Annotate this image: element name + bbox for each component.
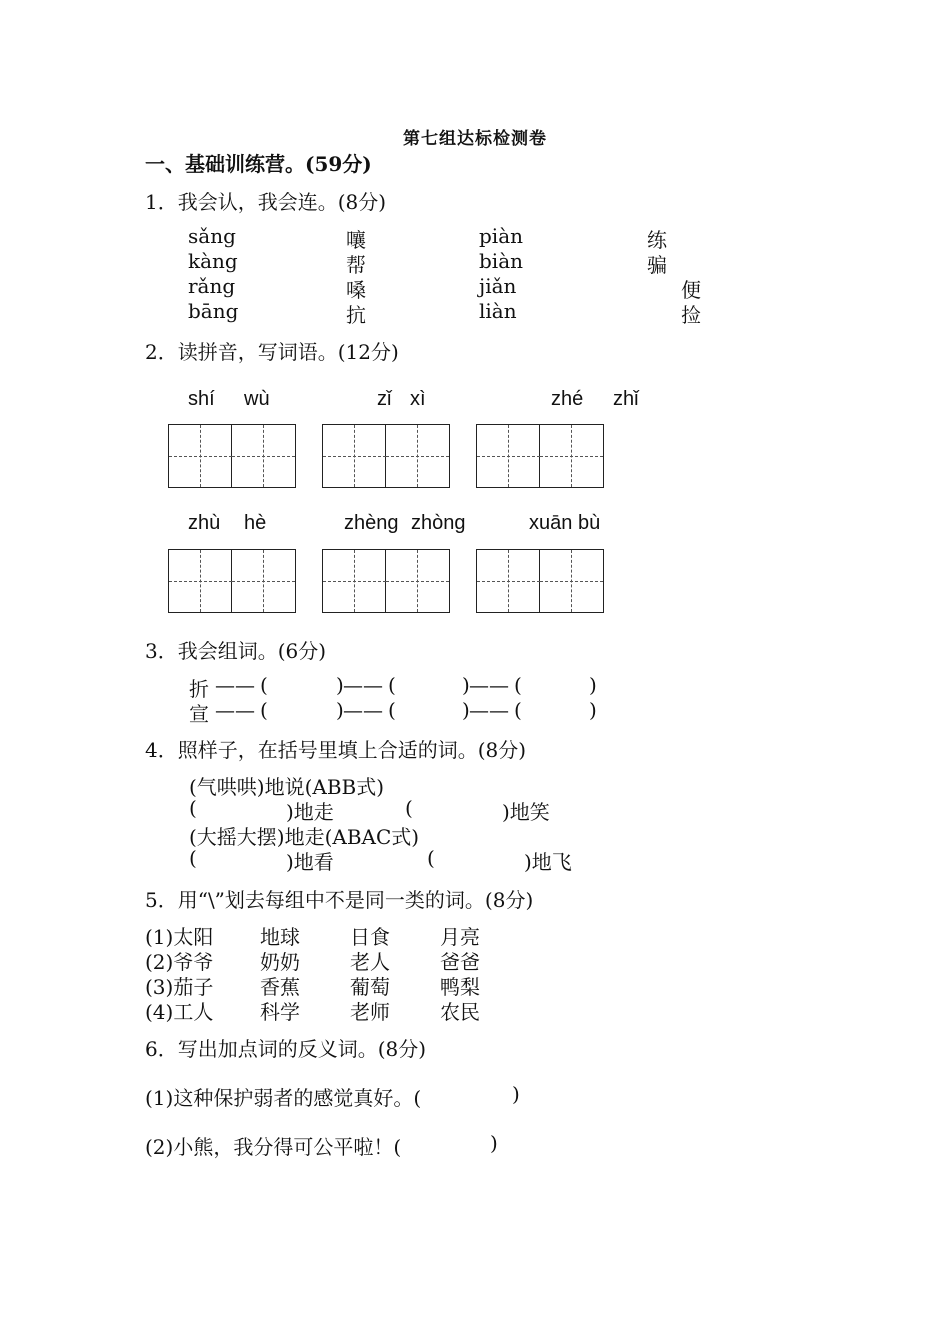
question-5-label: 5．用“\”划去每组中不是同一类的词。(8分) bbox=[145, 888, 534, 912]
q2-pinyin: zhèng bbox=[344, 512, 399, 534]
q2-pinyin: xuān bbox=[529, 512, 573, 534]
q1-pinyin-a-1: sǎng bbox=[188, 224, 236, 248]
q5-word[interactable]: 老师 bbox=[350, 1000, 390, 1024]
q4-fill-2: )地笑 bbox=[502, 800, 550, 824]
q3-blank-close: ) bbox=[589, 673, 597, 697]
q5-word[interactable]: 日食 bbox=[350, 925, 390, 949]
q5-word[interactable]: 鸭梨 bbox=[440, 975, 480, 999]
q5-word[interactable]: 香蕉 bbox=[260, 975, 300, 999]
q4-fill-1: )地走 bbox=[286, 800, 334, 824]
q5-word[interactable]: 奶奶 bbox=[260, 950, 300, 974]
question-1-label: 1．我会认，我会连。(8分) bbox=[145, 190, 387, 214]
q3-blank-close: ) bbox=[462, 673, 470, 697]
writing-grid[interactable] bbox=[168, 549, 296, 613]
q5-word[interactable]: 葡萄 bbox=[350, 975, 390, 999]
q3-blank-open[interactable]: ( bbox=[260, 673, 268, 697]
q5-word[interactable]: 月亮 bbox=[440, 925, 480, 949]
question-2-label: 2．读拼音，写词语。(12分) bbox=[145, 340, 399, 364]
q4-example-1: (气哄哄)地说(ABB式) bbox=[189, 775, 385, 799]
q2-pinyin: zhé bbox=[551, 388, 584, 410]
q3-dash: —— bbox=[215, 698, 255, 722]
section-heading: 一、基础训练营。(59分) bbox=[145, 152, 372, 176]
q1-char-a-3: 嗓 bbox=[346, 278, 366, 302]
q5-word[interactable]: 老人 bbox=[350, 950, 390, 974]
q5-word[interactable]: (1)太阳 bbox=[145, 925, 214, 949]
q3-blank-open[interactable]: ( bbox=[388, 698, 396, 722]
q3-blank-close: ) bbox=[589, 698, 597, 722]
q6-blank-close[interactable]: ) bbox=[490, 1131, 498, 1155]
q3-blank-open[interactable]: ( bbox=[514, 698, 522, 722]
q2-pinyin: zǐ bbox=[377, 388, 392, 410]
q1-char-a-1: 嚷 bbox=[346, 228, 366, 252]
q3-blank-open[interactable]: ( bbox=[388, 673, 396, 697]
q3-char-2: 宣 bbox=[189, 702, 209, 726]
q3-blank-open[interactable]: ( bbox=[514, 673, 522, 697]
q5-word[interactable]: 爸爸 bbox=[440, 950, 480, 974]
q5-word[interactable]: (4)工人 bbox=[145, 1000, 214, 1024]
q1-char-a-4: 抗 bbox=[346, 303, 366, 327]
q3-blank-open[interactable]: ( bbox=[260, 698, 268, 722]
q1-pinyin-a-2: kàng bbox=[188, 249, 238, 273]
q3-dash: —— bbox=[343, 698, 383, 722]
q3-dash: —— bbox=[469, 698, 509, 722]
question-3-label: 3．我会组词。(6分) bbox=[145, 639, 327, 663]
q5-word[interactable]: (2)爷爷 bbox=[145, 950, 214, 974]
q3-dash: —— bbox=[343, 673, 383, 697]
q5-word[interactable]: (3)茄子 bbox=[145, 975, 214, 999]
q3-char-1: 折 bbox=[189, 677, 209, 701]
q4-fill-3: )地看 bbox=[286, 850, 334, 874]
q2-pinyin: xì bbox=[410, 388, 426, 410]
q4-blank-open[interactable]: ( bbox=[405, 796, 413, 820]
q5-word[interactable]: 科学 bbox=[260, 1000, 300, 1024]
q3-dash: —— bbox=[469, 673, 509, 697]
q6-blank-close[interactable]: ) bbox=[512, 1082, 520, 1106]
question-4-label: 4．照样子，在括号里填上合适的词。(8分) bbox=[145, 738, 527, 762]
q1-char-a-2: 帮 bbox=[346, 253, 366, 277]
q6-sentence-2: (2)小熊，我分得可公平啦！( bbox=[145, 1135, 402, 1159]
q5-word[interactable]: 农民 bbox=[440, 1000, 480, 1024]
q1-char-b-4: 捡 bbox=[681, 303, 701, 327]
q1-char-b-3: 便 bbox=[681, 278, 701, 302]
q4-blank-open[interactable]: ( bbox=[427, 846, 435, 870]
writing-grid[interactable] bbox=[476, 549, 604, 613]
q3-blank-close: ) bbox=[462, 698, 470, 722]
writing-grid[interactable] bbox=[476, 424, 604, 488]
page-title: 第七组达标检测卷 bbox=[403, 129, 547, 149]
writing-grid[interactable] bbox=[322, 424, 450, 488]
q4-blank-open[interactable]: ( bbox=[189, 846, 197, 870]
q2-pinyin: shí bbox=[188, 388, 215, 410]
q5-word[interactable]: 地球 bbox=[260, 925, 300, 949]
q2-pinyin: zhòng bbox=[411, 512, 466, 534]
q2-pinyin: wù bbox=[244, 388, 270, 410]
q3-blank-close: ) bbox=[336, 698, 344, 722]
writing-grid[interactable] bbox=[322, 549, 450, 613]
q1-pinyin-a-3: rǎng bbox=[188, 274, 236, 298]
q1-pinyin-b-4: liàn bbox=[479, 299, 517, 323]
q3-dash: —— bbox=[215, 673, 255, 697]
q4-example-2: (大摇大摆)地走(ABAC式) bbox=[189, 825, 420, 849]
q6-sentence-1: (1)这种保护弱者的感觉真好。( bbox=[145, 1086, 422, 1110]
q2-pinyin: zhù bbox=[188, 512, 221, 534]
writing-grid[interactable] bbox=[168, 424, 296, 488]
q1-pinyin-a-4: bāng bbox=[188, 299, 239, 323]
q2-pinyin: bù bbox=[578, 512, 601, 534]
q3-blank-close: ) bbox=[336, 673, 344, 697]
q4-fill-4: )地飞 bbox=[524, 850, 572, 874]
q4-blank-open[interactable]: ( bbox=[189, 796, 197, 820]
question-6-label: 6．写出加点词的反义词。(8分) bbox=[145, 1037, 427, 1061]
q2-pinyin: hè bbox=[244, 512, 267, 534]
q1-pinyin-b-2: biàn bbox=[479, 249, 524, 273]
q2-pinyin: zhǐ bbox=[613, 388, 639, 410]
q1-pinyin-b-1: piàn bbox=[479, 224, 524, 248]
q1-char-b-1: 练 bbox=[647, 228, 667, 252]
q1-char-b-2: 骗 bbox=[647, 253, 667, 277]
q1-pinyin-b-3: jiǎn bbox=[479, 274, 517, 298]
